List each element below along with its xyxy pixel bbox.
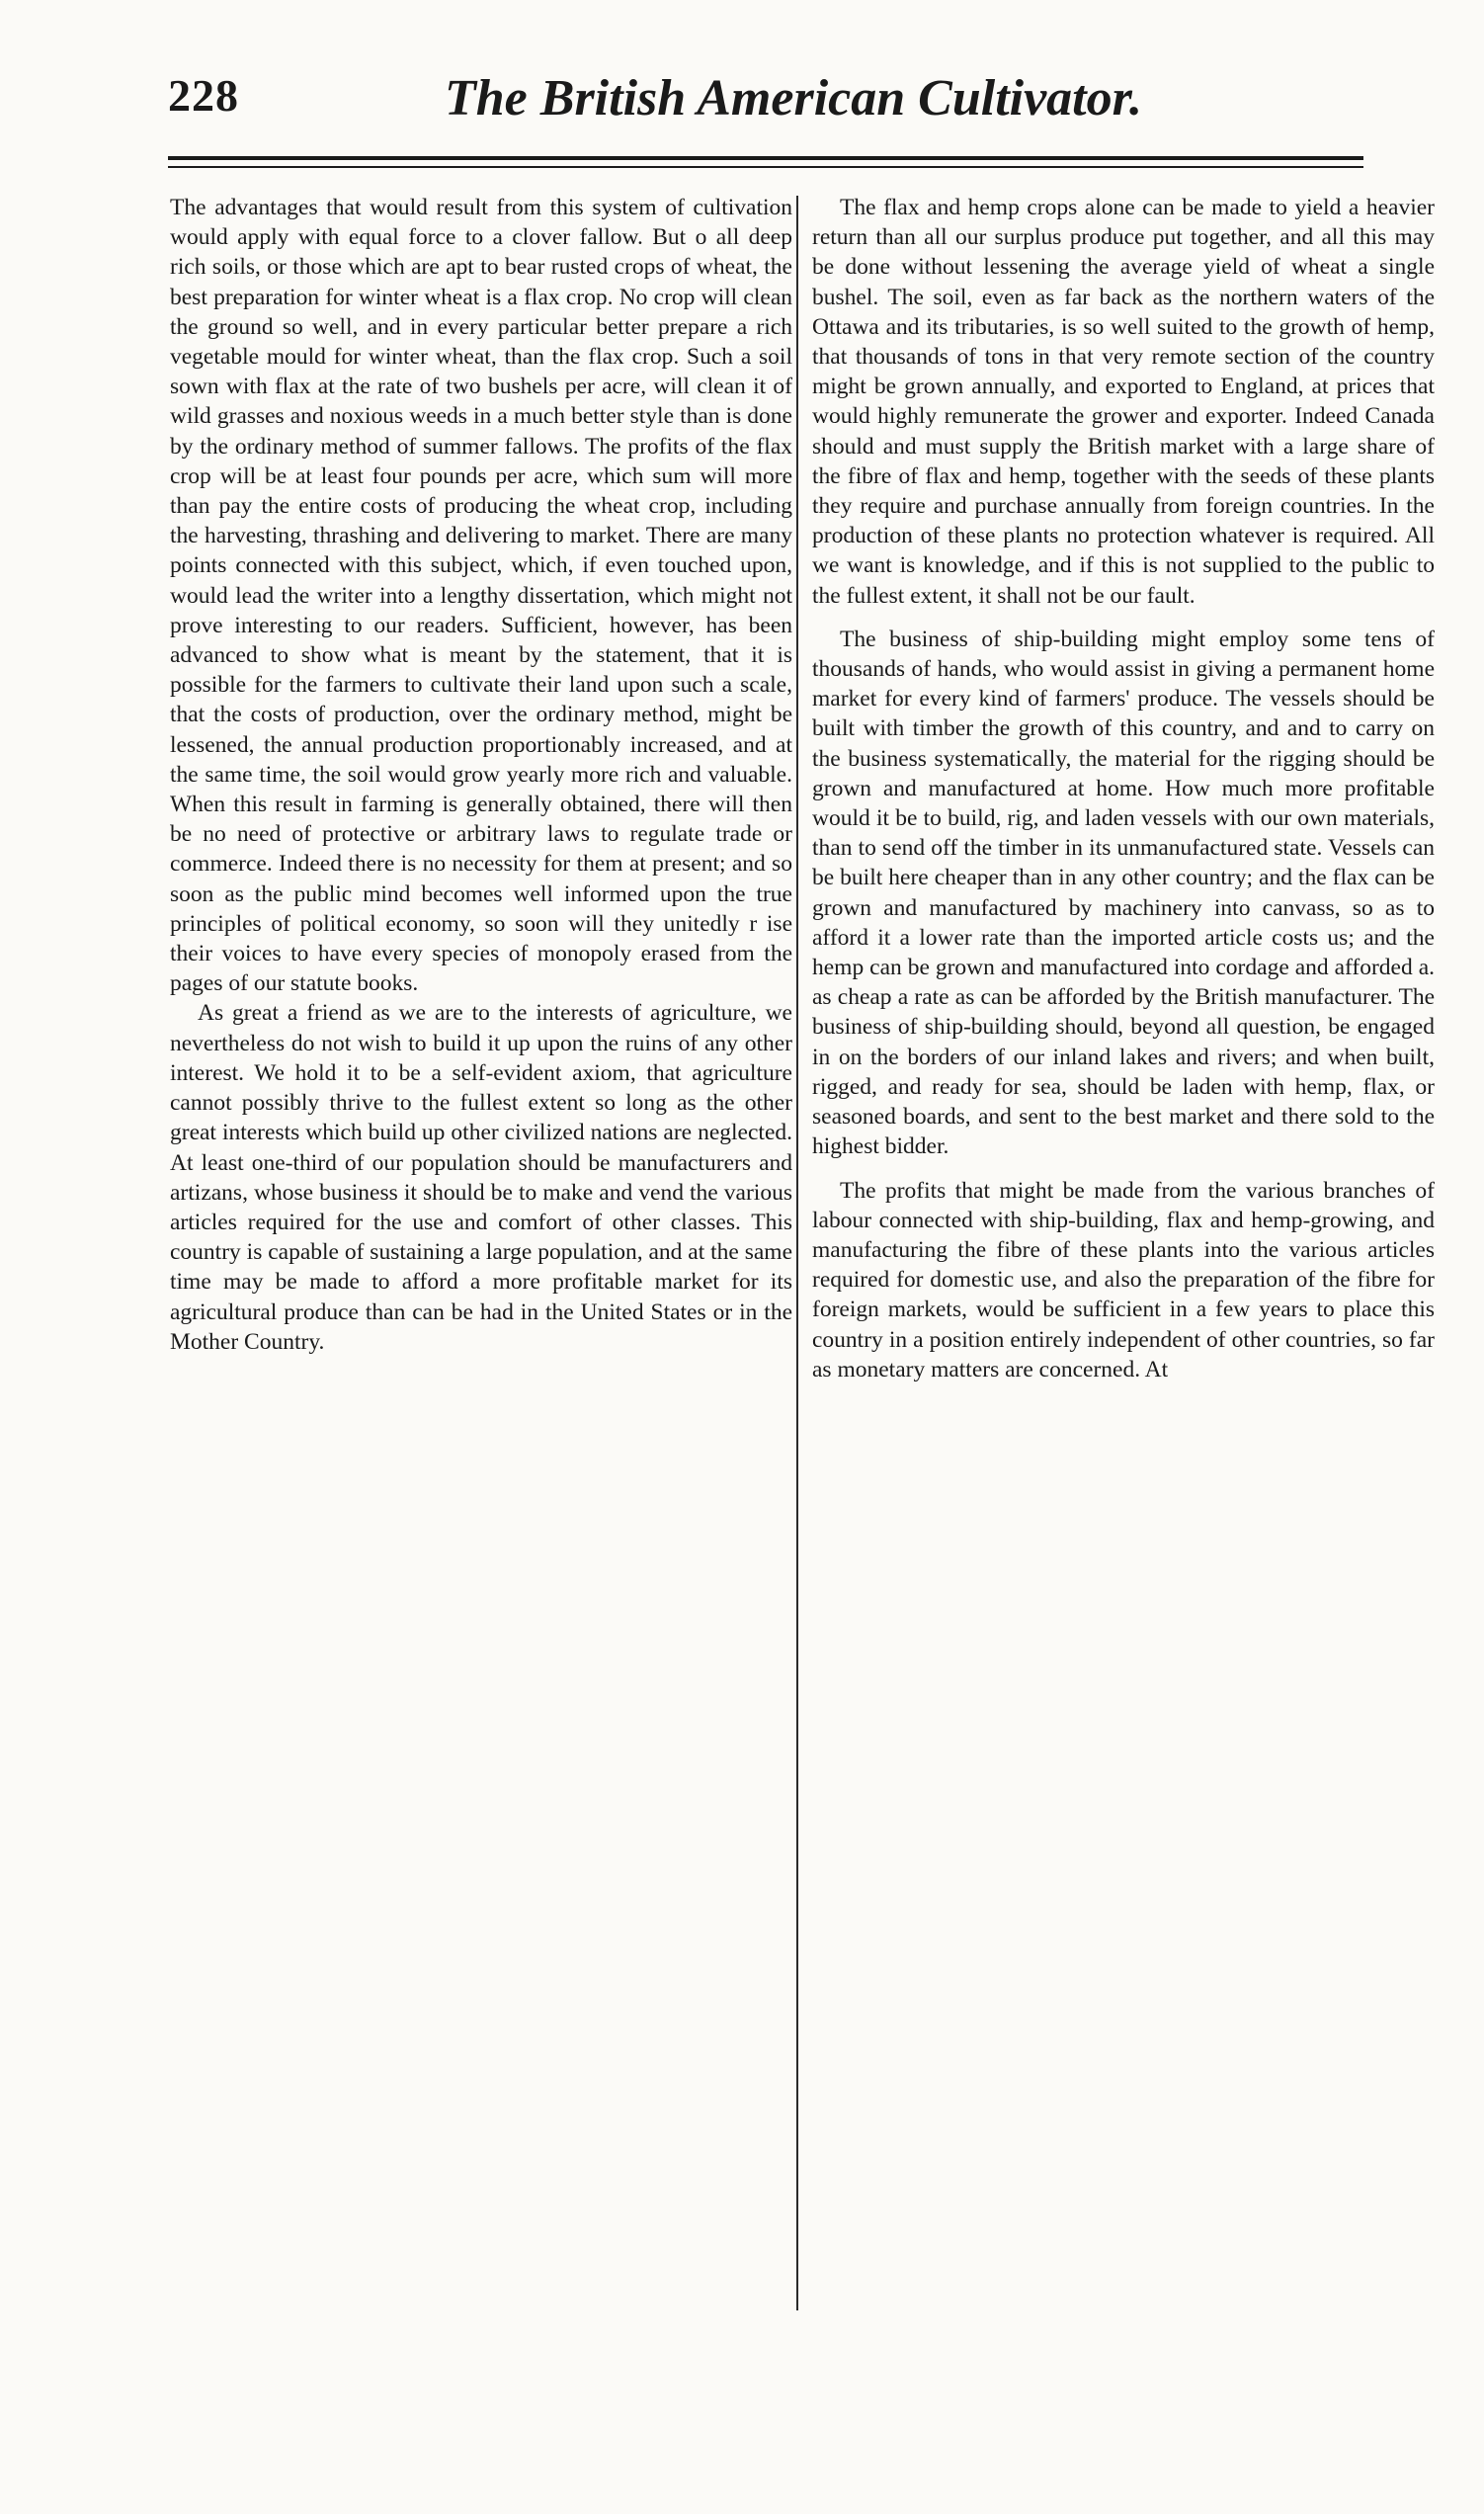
right-paragraph-1: The flax and hemp crops alone can be made to yield a heavier return than all our surplus produce put together, and all this may be done without lessening the average yield of wheat a single bushel. The soil, even as far back as the northern waters of the Ottawa and its tributaries, is so well suited to the growth of hemp, that thousands of tons in that very remote section of the country might be grown annually, and exported to England, at prices that would highly remunerate the grower and exporter. Indeed Canada should and must supply the British market with a large share of the fibre of flax and hemp, together with the seeds of these plants they require and purchase annually from foreign countries. In the production of these plants no protection whatever is required. All we want is knowledge, and if this is not supplied to the public to the fullest extent, it shall not be our fault.: [812, 195, 1435, 609]
right-column: [812, 193, 1435, 2367]
header-rule-thin: [168, 166, 1363, 168]
left-paragraph-2: As great a friend as we are to the interests of agriculture, we nevertheless do not wish to build it up upon the ruins of any other interest. We hold it to be a self-evident axiom, that agriculture cannot possibly thrive to the fullest extent so long as the other great interests which build up other civilized nations are neglected. At least one-third of our population should be manufacturers and artizans, whose business it should be to make and vend the various articles required for the use and comfort of other classes. This country is capable of sustaining a large population, and at the same time may be made to afford a more profitable market for its agricultural produce than can be had in the United States or in the Mother Country.: [170, 1000, 792, 1355]
header-rule-thick: [168, 156, 1363, 160]
left-column: [170, 193, 792, 2367]
page-header: [168, 69, 1363, 148]
page-number: 228: [168, 70, 239, 121]
column-divider: [796, 196, 798, 2310]
right-paragraph-3: The profits that might be made from the various branches of labour connected with ship-building, flax and hemp-growing, and manufacturing the fibre of these plants into the various articles required for domestic use, and also the preparation of the fibre for foreign markets, would be sufficient in a few years to place this country in a position entirely independent of other countries, so far as monetary matters are concerned. At: [812, 1177, 1435, 1383]
left-paragraph-1: The advantages that would result from this system of cultivation would apply with equal force to a clover fallow. But o all deep rich soils, or those which are apt to bear rusted crops of wheat, the best preparation for winter wheat is a flax crop. No crop will clean the ground so well, and in every particular better prepare a rich vegetable mould for winter wheat, than the flax crop. Such a soil sown with flax at the rate of two bushels per acre, will clean it of wild grasses and noxious weeds in a much better style than is done by the ordinary method of summer fallows. The profits of the flax crop will be at least four pounds per acre, which sum will more than pay the entire costs of producing the wheat crop, including the harvesting, thrashing and delivering to market. There are many points connected with this subject, which, if even touched upon, would lead the writer into a lengthy dissertation, which might not prove interesting to our readers. Sufficient, however, has been advanced to show what is meant by the statement, that it is possible for the farmers to cultivate their land upon such a scale, that the costs of production, over the ordinary method, might be lessened, the annual production proportionably increased, and at the same time, the soil would grow yearly more rich and valuable. When this result in farming is generally obtained, there will then be no need of protective or arbitrary laws to regulate trade or commerce. Indeed there is no necessity for them at present; and so soon as the public mind becomes well informed upon the true principles of political economy, so soon will they unitedly r ise their voices to have every species of monopoly erased from the pages of our statute books.: [170, 195, 792, 997]
running-title: The British American Cultivator.: [445, 70, 1142, 126]
right-paragraph-2: The business of ship-building might employ some tens of thousands of hands, who would assist in giving a permanent home market for every kind of farmers' produce. The vessels should be built with timber the growth of this country, and and to carry on the business systematically, the material for the rigging should be grown and manufactured at home. How much more profitable would it be to build, rig, and laden vessels with our own materials, than to send off the timber in its unmanufactured state. Vessels can be built here cheaper than in any other country; and the flax can be grown and manufactured by machinery into canvass, so as to afford it a lower rate than the imported article costs us; and the hemp can be grown and manufactured into cordage and afforded a. as cheap a rate as can be afforded by the British manufacturer. The business of ship-building should, beyond all question, be engaged in on the borders of our inland lakes and rivers; and when built, rigged, and ready for sea, should be laden with hemp, flax, or seasoned boards, and sent to the best market and there sold to the highest bidder.: [812, 626, 1435, 1160]
